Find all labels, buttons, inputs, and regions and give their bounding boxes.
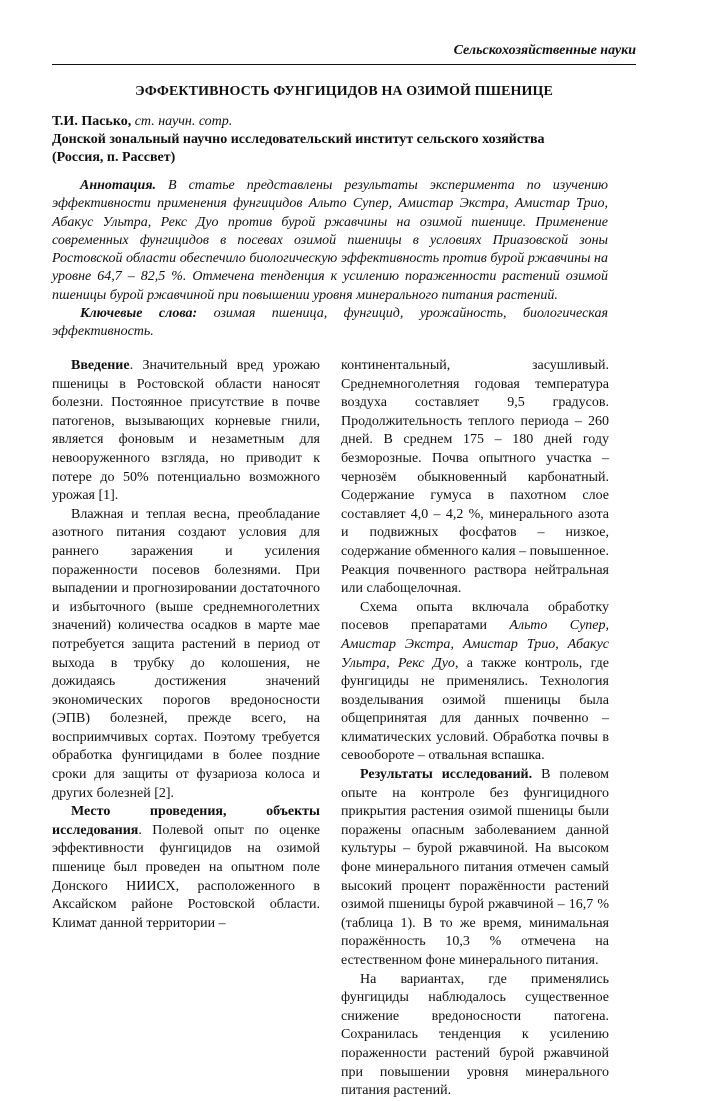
affiliation-location: (Россия, п. Рассвет) (52, 150, 176, 165)
body-column-right (341, 357, 609, 1101)
keywords-paragraph (52, 305, 608, 342)
header-rule (52, 64, 636, 65)
abstract-label: Аннотация. (80, 178, 157, 193)
author-line (52, 113, 636, 131)
intro-paragraph (52, 357, 320, 506)
scheme-products: Альто Супер, Амистар Экстра, Амистар Трио, Абакус Ультра, Рекс Дуо (341, 618, 610, 671)
body-column-left (52, 357, 320, 933)
results-text: В полевом опыте на контроле без фунгицидного прикрытия растения озимой пшеницы были поражены опасным заболеванием данной культуры – бурой ржавчиной. На высоком фоне минерального питания отмечен самый высокий процент поражённости растений озимой пшеницы бурой ржавчиной – 16,7 % (таблица 1). В то же время, минимальная поражённость 10,3 % отмечена на естественном фоне минерального питания. (341, 767, 610, 968)
site-paragraph-continued: континентальный, засушливый. Среднемноголетняя годовая температура воздуха составляет 9,5 градусов. Продолжительность теплого периода – 260 дней. В среднем 175 – 180 дней году безморозные. Почва опытного участка – чернозём обыкновенный карбонатный. Содержание гумуса в пахотном слое составляет 4,0 – 4,2 %, минерального азота и подвижных фосфатов – низкое, содержание обменного калия – повышенное. Реакция почвенного раствора нейтральная или слабощелочная. (341, 358, 609, 597)
intro-text: . Значительный вред урожаю пшеницы в Ростовской области наносят болезни. Постоянное присутствие в почве патогенов, вызывающих корневые гнили, является фоновым и незаметным для невооруженного взгляда, но приводит к потере до 50% потенциально возможного урожая [1]. (52, 358, 320, 504)
site-text: . Полевой опыт по оценке эффективности фунгицидов на озимой пшенице был проведен на опытном поле Донского НИИСХ, расположенного в Аксайском районе Ростовской области. Климат данной территории – (52, 822, 320, 931)
spring-paragraph: Влажная и теплая весна, преобладание азотного питания создают условия для раннего заражения и усиления пораженности посевов болезнями. При выпадении и прогнозировании достаточного и избыточного (выше среднемноголетних значений) количества осадков в марте мае потребуется защита растений в период от выхода в трубку до колошения, не дожидаясь достижения значений экономических порогов вредоносности (ЭПВ) болезней, прежде всего, на восприимчивых сортах. Поэтому требуется обработка фунгицидами в более поздние сроки для защиты от фузариоза колоса и других болезней [2]. (52, 506, 320, 801)
author-position: ст. научн. сотр. (134, 114, 233, 129)
keywords-label: Ключевые слова: (80, 306, 198, 322)
author-name: Т.И. Пасько, (52, 114, 132, 129)
journal-section-header: Сельскохозяйственные науки (453, 43, 636, 58)
results-paragraph (341, 766, 609, 971)
site-heading: Место проведения, объекты исследования (52, 804, 320, 838)
scheme-text-start: Схема опыта включала обработку посевов препаратами (341, 599, 609, 634)
abstract (52, 177, 608, 342)
fungicide-paragraph: На вариантах, где применялись фунгициды наблюдалось существенное снижение вредоносности патогена. Сохранилась тенденция к усилению пораженности растений бурой ржавчиной при повышении уровня минерального питания растений. (341, 971, 609, 1099)
abstract-text: В статье представлены результаты эксперимента по изучению эффективности применения фунгицидов Альто Супер, Амистар Экстра, Амистар Трио, Абакус Ультра, Рекс Дуо против бурой ржавчины на озимой пшенице. Применение современных фунгицидов в посевах озимой пшеницы в условиях Приазовской зоны Ростовской области обеспечило биологическую эффективность против бурой ржавчины на уровне 64,7 – 82,5 %. Отмечена тенденция к усилению пораженности растений озимой пшеницы бурой ржавчиной при повышении уровня минерального питания растений. (52, 178, 608, 303)
results-heading: Результаты исследований. (360, 767, 533, 783)
scheme-text-end: , а также контроль, где фунгициды не применялись. Технология возделывания озимой пшеницы была общепринятая для данных почвенно – климатических условий. Обработка почвы в севообороте – отвальная вспашка. (341, 655, 609, 764)
keywords-text: озимая пшеница, фунгицид, урожайность, биологическая эффективность. (52, 306, 609, 340)
scheme-paragraph (341, 599, 609, 766)
article-title: ЭФФЕКТИВНОСТЬ ФУНГИЦИДОВ НА ОЗИМОЙ ПШЕНИЦЕ (135, 84, 553, 99)
affiliation (52, 131, 636, 167)
abstract-paragraph (52, 177, 608, 305)
site-paragraph (52, 803, 320, 933)
affiliation-institute: Донской зональный научно исследовательский институт сельского хозяйства (52, 132, 545, 147)
intro-heading: Введение (71, 358, 130, 373)
